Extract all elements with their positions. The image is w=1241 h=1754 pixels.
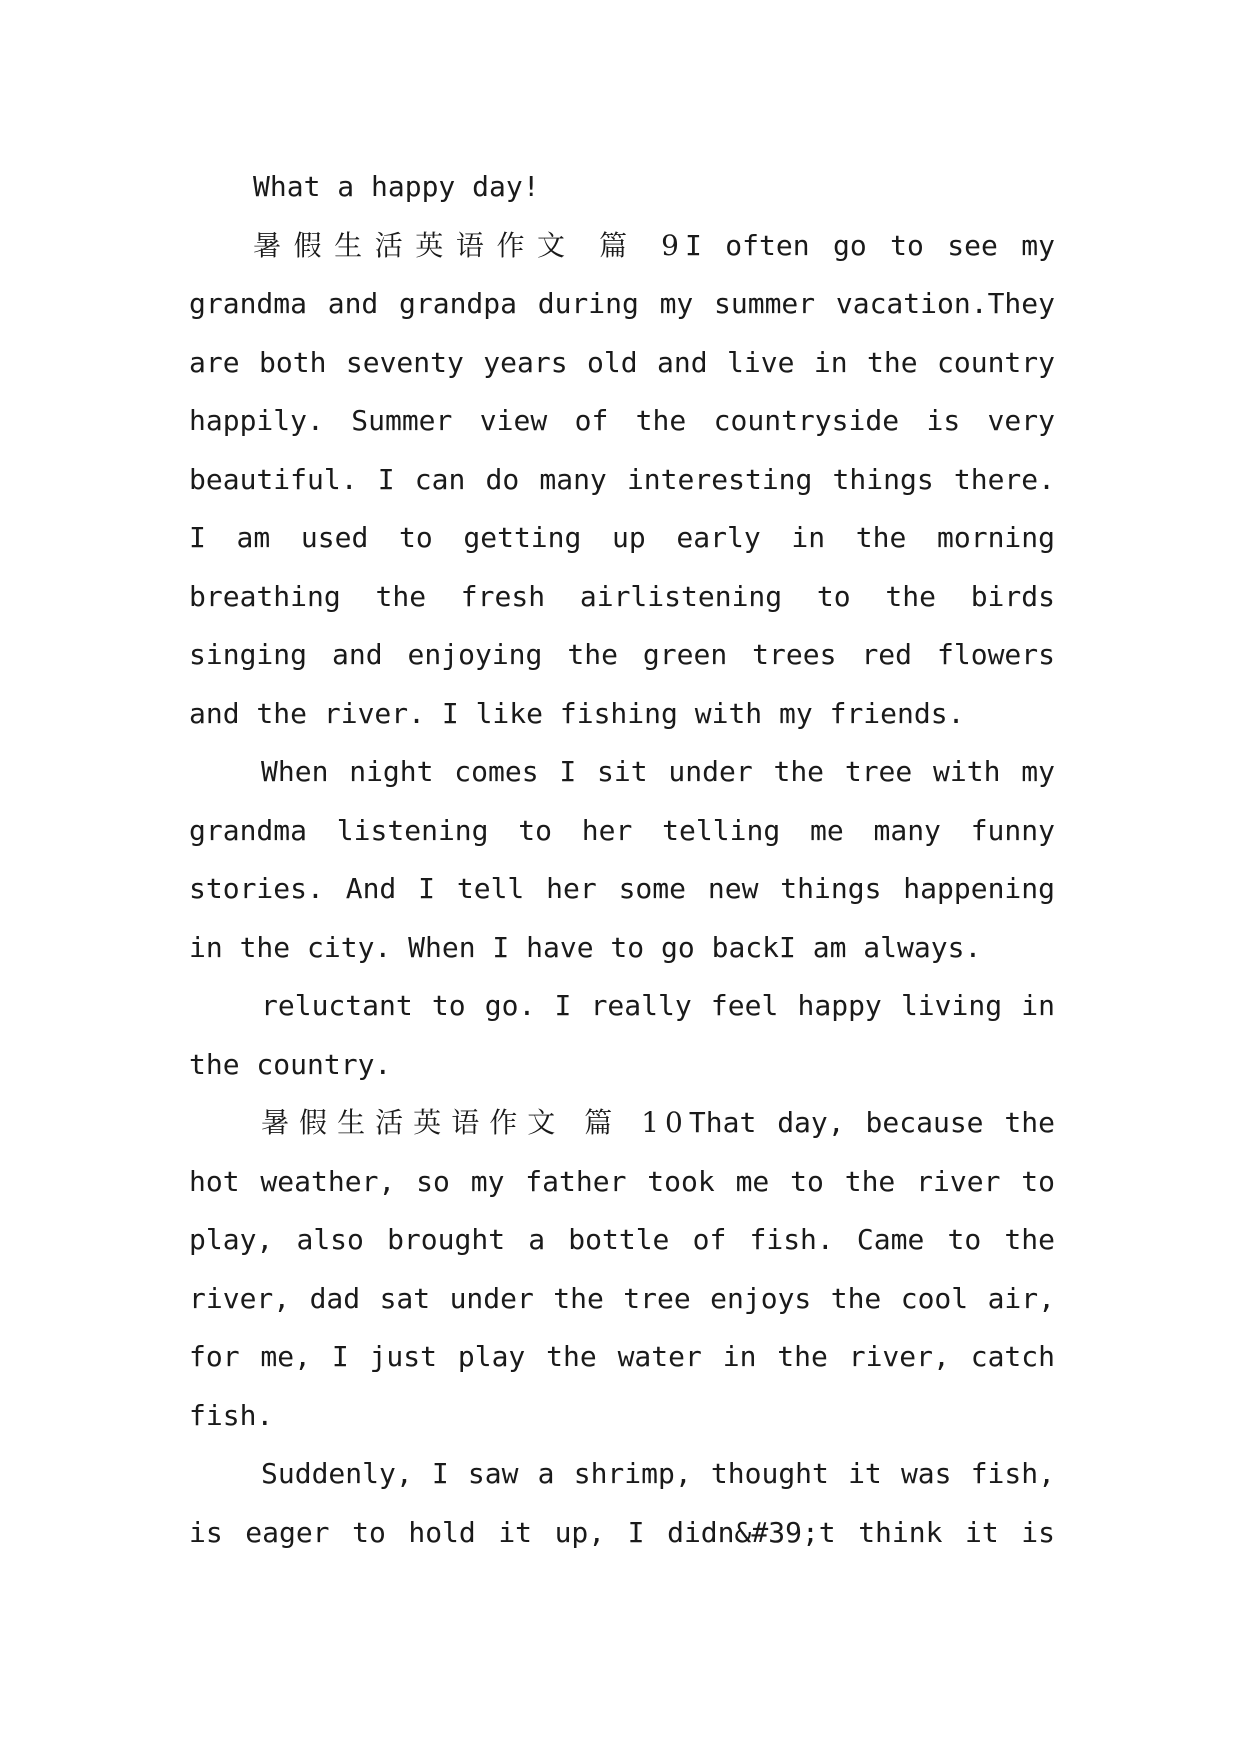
text-line: fish. bbox=[189, 1398, 274, 1432]
text-line: hot weather, so my father took me to the river to bbox=[189, 1164, 1055, 1198]
text-line: singing and enjoying the green trees red flowers bbox=[189, 638, 1055, 671]
text-line: What a happy day! bbox=[253, 170, 540, 203]
section-heading-line bbox=[189, 1094, 1055, 1153]
text-line: reluctant to go. I really feel happy living in bbox=[261, 989, 1055, 1022]
text-line: I am used to getting up early in the morning bbox=[189, 521, 1055, 554]
text-line: and the river. I like fishing with my friends. bbox=[189, 696, 965, 730]
text-line: in the city. When I have to go backI am always. bbox=[189, 930, 982, 964]
text-line: for me, I just play the water in the river, catch bbox=[189, 1340, 1055, 1373]
text-line: the country. bbox=[189, 1047, 392, 1081]
section-heading-line bbox=[189, 217, 1055, 276]
text-line: is eager to hold it up, I didn&#39;t think it is bbox=[189, 1515, 1055, 1549]
text-line: river, dad sat under the tree enjoys the cool air, bbox=[189, 1281, 1055, 1315]
text-line: play, also brought a bottle of fish. Came to the bbox=[189, 1223, 1055, 1256]
text-line: are both seventy years old and live in the country bbox=[189, 345, 1055, 379]
text-line: happily. Summer view of the countryside is very bbox=[189, 404, 1055, 437]
document-body bbox=[189, 158, 1055, 1562]
text-line: beautiful. I can do many interesting things there. bbox=[189, 462, 1055, 496]
text-fragment: I often go to see my bbox=[684, 228, 1055, 262]
text-line: stories. And I tell her some new things happening bbox=[189, 872, 1055, 905]
text-line: grandma and grandpa during my summer vacation.They bbox=[189, 287, 1055, 320]
text-line: When night comes I sit under the tree with my bbox=[261, 755, 1055, 788]
section-heading: 暑假生活英语作文 篇 10 bbox=[261, 1106, 689, 1139]
text-fragment: That day, because the bbox=[688, 1106, 1055, 1139]
text-line: Suddenly, I saw a shrimp, thought it was fish, bbox=[261, 1457, 1055, 1490]
text-line: breathing the fresh airlistening to the birds bbox=[189, 579, 1055, 613]
text-line: grandma listening to her telling me many funny bbox=[189, 813, 1055, 847]
section-heading: 暑假生活英语作文 篇 9 bbox=[253, 228, 685, 262]
